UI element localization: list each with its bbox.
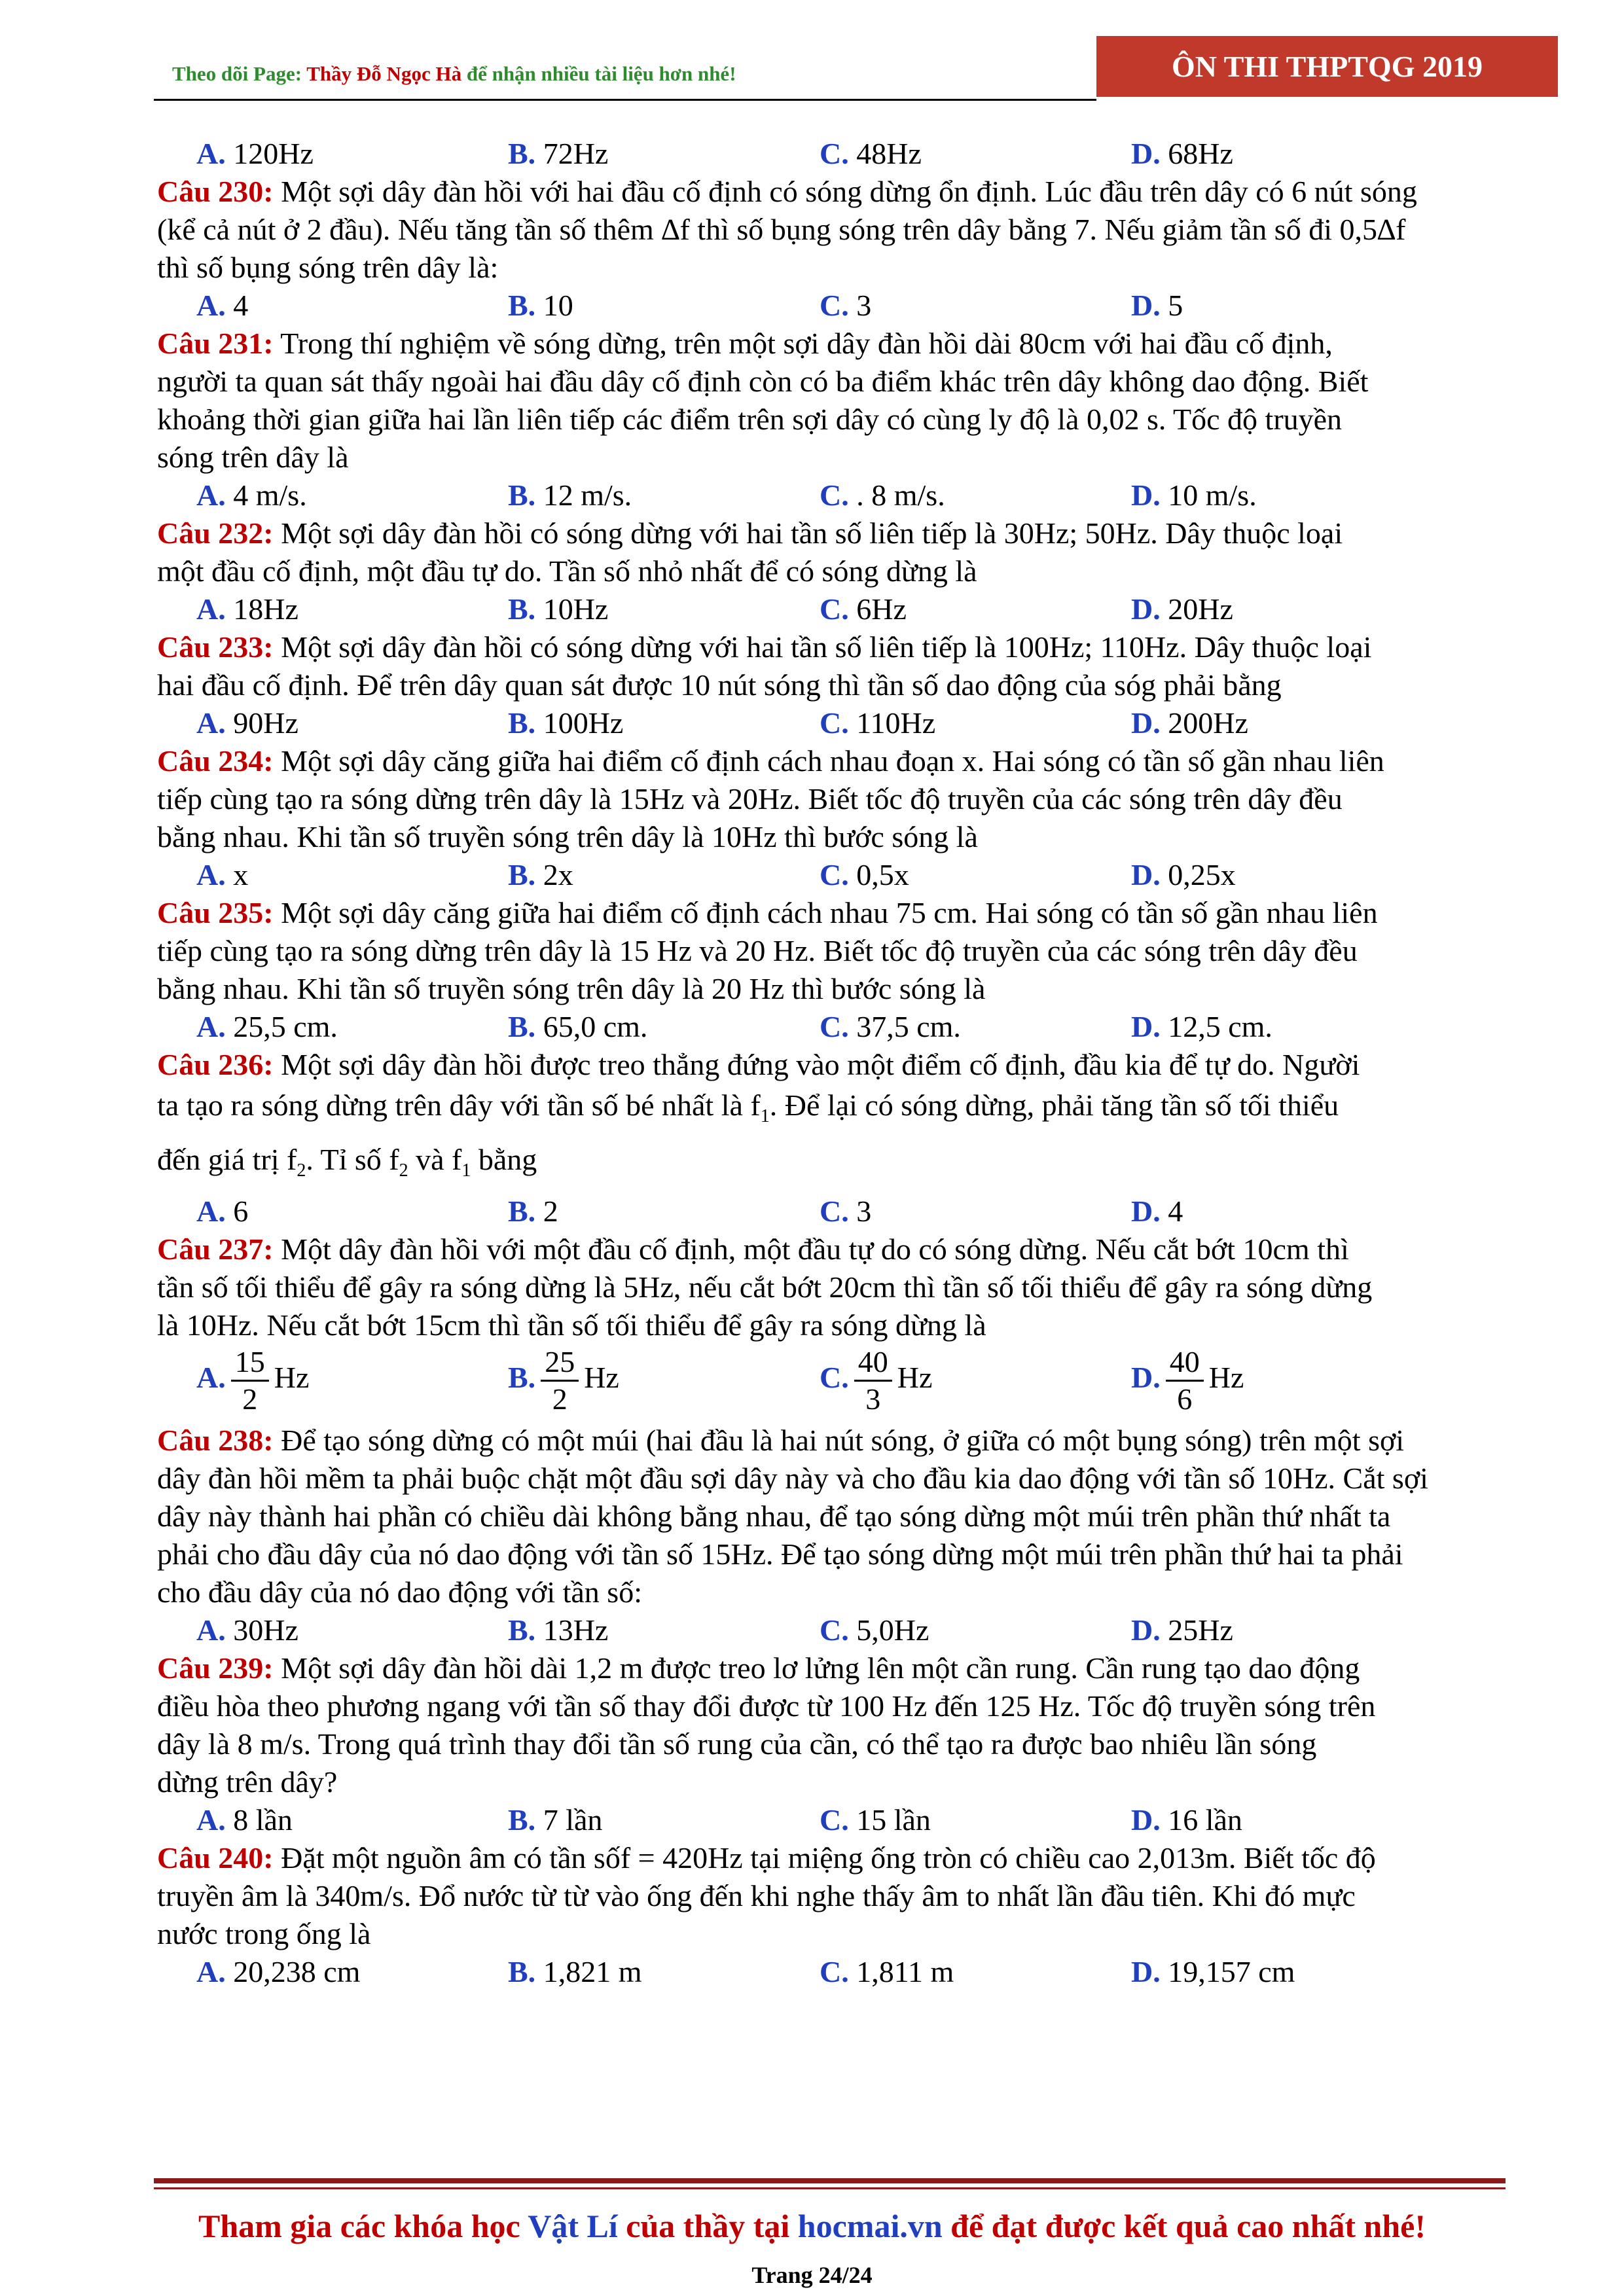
question-number: Câu 232: xyxy=(157,516,274,550)
option-a: A. $\frac{15}{2}$ Hz xyxy=(196,1345,310,1416)
option-c: C. 48Hz xyxy=(820,137,922,170)
fraction: $\frac{25}{2}$ xyxy=(541,1344,579,1417)
option-c: C. 3 xyxy=(820,1194,872,1228)
question-237: Câu 237: Một dây đàn hồi với một đầu cố định, một đầu tự do có sóng dừng. Nếu cắt bớt 10cm thì tần số tối thiểu để gây ra sóng dừng là 5Hz, nếu cắt bớt 20cm thì tần số tối thiểu để gây ra sóng dừng là 10Hz. Nếu cắt bớt 15cm thì tần số tối thiểu để gây ra sóng dừng là xyxy=(157,1232,1373,1342)
option-a: A. 30Hz xyxy=(196,1613,298,1647)
symbol-f1: $f_1$ xyxy=(750,1088,770,1126)
option-a: A. 18Hz xyxy=(196,592,298,626)
option-b: B. 13Hz xyxy=(508,1613,609,1647)
options-q234 xyxy=(157,856,1558,894)
options-q231 xyxy=(157,476,1558,514)
option-a: A. 4 xyxy=(196,289,249,322)
footer-site-link[interactable]: hocmai.vn xyxy=(797,2208,943,2244)
option-c: C. 6Hz xyxy=(820,592,907,626)
option-c: C. 110Hz xyxy=(820,706,936,740)
fraction: $\frac{40}{6}$ xyxy=(1166,1344,1204,1417)
option-b: B. 10 xyxy=(508,289,573,322)
question-230: Câu 230: Một sợi dây đàn hồi với hai đầu cố định có sóng dừng ổn định. Lúc đầu trên dây có 6 nút sóng (kể cả nút ở 2 đầu). Nếu tăng tần số thêm ∆f thì số bụng sóng trên dây bằng 7. Nếu giảm tần số đi 0,5∆f thì số bụng sóng trên dây là: xyxy=(157,175,1417,284)
options-q238 xyxy=(157,1611,1558,1649)
options-q229 xyxy=(157,135,1558,173)
page-number: Trang 24/24 xyxy=(751,2262,873,2288)
question-239: Câu 239: Một sợi dây đàn hồi dài 1,2 m được treo lơ lửng lên một cần rung. Cần rung tạo dao động điều hòa theo phương ngang với tần số thay đổi được từ 100 Hz đến 125 Hz. Tốc độ truyền sóng trên dây là 8 m/s. Trong quá trình thay đổi tần số rung của cần, có thể tạo ra được bao nhiêu lần sóng dừng trên dây? xyxy=(157,1651,1376,1799)
option-a: A. 6 xyxy=(196,1194,249,1228)
option-d: D. 12,5 cm. xyxy=(1131,1010,1272,1043)
option-b: B. 2 xyxy=(508,1194,558,1228)
question-236: Câu 236: Một sợi dây đàn hồi được treo thẳng đứng vào một điểm cố định, đầu kia để tự do. Người ta tạo ra sóng dừng trên dây với tần số bé nhất là $f_1$. Để lại có sóng dừng, phải tăng tần số tối thiểu đến giá trị $f_2$. Tỉ số $f_2$ và $f_1$ bằng xyxy=(157,1048,1360,1181)
options-q239 xyxy=(157,1801,1558,1839)
option-d: D. 16 lần xyxy=(1131,1803,1242,1837)
question-number: Câu 239: xyxy=(157,1651,274,1685)
header-rule xyxy=(154,99,1096,101)
question-233: Câu 233: Một sợi dây đàn hồi có sóng dừng với hai tần số liên tiếp là 100Hz; 110Hz. Dây thuộc loại hai đầu cố định. Để trên dây quan sát được 10 nút sóng thì tần số dao động của sóg phải bằng xyxy=(157,630,1372,702)
option-a: A. 20,238 cm xyxy=(196,1955,361,1988)
option-b: B. 2x xyxy=(508,858,573,891)
options-q237 xyxy=(157,1344,1558,1422)
options-q233 xyxy=(157,704,1558,742)
question-number: Câu 240: xyxy=(157,1841,274,1874)
option-b: B. 1,821 m xyxy=(508,1955,642,1988)
question-number: Câu 231: xyxy=(157,327,274,360)
options-q235 xyxy=(157,1008,1558,1046)
symbol-f2: $f_2$ xyxy=(389,1143,408,1181)
option-a: A. 90Hz xyxy=(196,706,298,740)
option-a: A. 25,5 cm. xyxy=(196,1010,338,1043)
option-d: D. $\frac{40}{6}$ Hz xyxy=(1131,1345,1244,1416)
option-c: C. 0,5x xyxy=(820,858,909,891)
option-b: B. 100Hz xyxy=(508,706,624,740)
options-q230 xyxy=(157,287,1558,325)
question-238: Câu 238: Để tạo sóng dừng có một múi (hai đầu là hai nút sóng, ở giữa có một bụng sóng) trên một sợi dây đàn hồi mềm ta phải buộc chặt một đầu sợi dây này và cho đầu kia dao động với tần số 10Hz. Cắt sợi dây này thành hai phần có chiều dài không bằng nhau, để tạo sóng dừng một múi trên phần thứ nhất ta phải cho đầu dây của nó dao động với tần số 15Hz. Để tạo sóng dừng một múi trên phần thứ hai ta phải cho đầu dây của nó dao động với tần số: xyxy=(157,1424,1428,1609)
option-a: A. 120Hz xyxy=(196,137,314,170)
option-a: A. 8 lần xyxy=(196,1803,293,1837)
option-d: D. 0,25x xyxy=(1131,858,1236,891)
fraction: $\frac{40}{3}$ xyxy=(854,1344,892,1417)
option-a: A. 4 m/s. xyxy=(196,478,307,512)
options-q232 xyxy=(157,590,1558,628)
question-list xyxy=(157,135,1558,1991)
question-231: Câu 231: Trong thí nghiệm về sóng dừng, trên một sợi dây đàn hồi dài 80cm với hai đầu cố định, người ta quan sát thấy ngoài hai đầu dây cố định còn có ba điểm khác trên dây không dao động. Biết khoảng thời gian giữa hai lần liên tiếp các điểm trên sợi dây có cùng ly độ là 0,02 s. Tốc độ truyền sóng trên dây là xyxy=(157,327,1369,474)
question-number: Câu 233: xyxy=(157,630,274,664)
question-240: Câu 240: Đặt một nguồn âm có tần sốf = 420Hz tại miệng ống tròn có chiều cao 2,013m. Biết tốc độ truyền âm là 340m/s. Đổ nước từ từ vào ống đến khi nghe thấy âm to nhất lần đầu tiên. Khi đó mực nước trong ống là xyxy=(157,1841,1376,1950)
question-number: Câu 230: xyxy=(157,175,274,208)
option-d: D. 19,157 cm xyxy=(1131,1955,1295,1988)
option-b: B. 10Hz xyxy=(508,592,609,626)
option-d: D. 10 m/s. xyxy=(1131,478,1257,512)
option-a: A. x xyxy=(196,858,249,891)
footer-rule-thin xyxy=(154,2187,1506,2189)
question-number: Câu 235: xyxy=(157,896,274,929)
option-d: D. 68Hz xyxy=(1131,137,1233,170)
question-number: Câu 234: xyxy=(157,744,274,778)
option-b: B. $\frac{25}{2}$ Hz xyxy=(508,1345,619,1416)
option-c: C. 5,0Hz xyxy=(820,1613,929,1647)
symbol-f1: $f_1$ xyxy=(452,1143,471,1181)
option-d: D. 25Hz xyxy=(1131,1613,1233,1647)
footer-rule xyxy=(154,2178,1506,2183)
option-b: B. 12 m/s. xyxy=(508,478,632,512)
option-b: B. 72Hz xyxy=(508,137,609,170)
question-235: Câu 235: Một sợi dây căng giữa hai điểm cố định cách nhau 75 cm. Hai sóng có tần số gần nhau liên tiếp cùng tạo ra sóng dừng trên dây là 15 Hz và 20 Hz. Biết tốc độ truyền của các sóng trên dây đều bằng nhau. Khi tần số truyền sóng trên dây là 20 Hz thì bước sóng là xyxy=(157,896,1378,1005)
option-d: D. 20Hz xyxy=(1131,592,1233,626)
question-number: Câu 236: xyxy=(157,1048,274,1081)
option-c: C. $\frac{40}{3}$ Hz xyxy=(820,1345,933,1416)
header-follow-text: Theo dõi Page: Thầy Đỗ Ngọc Hà để nhận nhiều tài liệu hơn nhé! xyxy=(172,62,736,85)
question-234: Câu 234: Một sợi dây căng giữa hai điểm cố định cách nhau đoạn x. Hai sóng có tần số gần nhau liên tiếp cùng tạo ra sóng dừng trên dây là 15Hz và 20Hz. Biết tốc độ truyền của các sóng trên dây đều bằng nhau. Khi tần số truyền sóng trên dây là 10Hz thì bước sóng là xyxy=(157,744,1384,853)
header-teacher-name: Thầy Đỗ Ngọc Hà xyxy=(306,62,462,85)
footer-promo: Tham gia các khóa học Vật Lí của thầy tại hocmai.vn để đạt được kết quả cao nhất nhé! xyxy=(198,2208,1426,2244)
options-q240 xyxy=(157,1953,1558,1991)
option-d: D. 200Hz xyxy=(1131,706,1248,740)
question-number: Câu 237: xyxy=(157,1232,274,1266)
fraction: $\frac{15}{2}$ xyxy=(231,1344,269,1417)
option-d: D. 5 xyxy=(1131,289,1183,322)
option-c: C. 37,5 cm. xyxy=(820,1010,961,1043)
option-b: B. 65,0 cm. xyxy=(508,1010,648,1043)
question-number: Câu 238: xyxy=(157,1424,274,1457)
question-232: Câu 232: Một sợi dây đàn hồi có sóng dừng với hai tần số liên tiếp là 30Hz; 50Hz. Dây thuộc loại một đầu cố định, một đầu tự do. Tần số nhỏ nhất để có sóng dừng là xyxy=(157,516,1343,588)
option-c: C. 15 lần xyxy=(820,1803,931,1837)
option-c: C. . 8 m/s. xyxy=(820,478,945,512)
header-exam-badge: ÔN THI THPTQG 2019 xyxy=(1096,36,1558,97)
option-d: D. 4 xyxy=(1131,1194,1183,1228)
page-header xyxy=(154,36,1558,101)
option-c: C. 1,811 m xyxy=(820,1955,954,1988)
symbol-f2: $f_2$ xyxy=(287,1143,306,1181)
option-b: B. 7 lần xyxy=(508,1803,603,1837)
options-q236 xyxy=(157,1193,1558,1230)
option-c: C. 3 xyxy=(820,289,872,322)
